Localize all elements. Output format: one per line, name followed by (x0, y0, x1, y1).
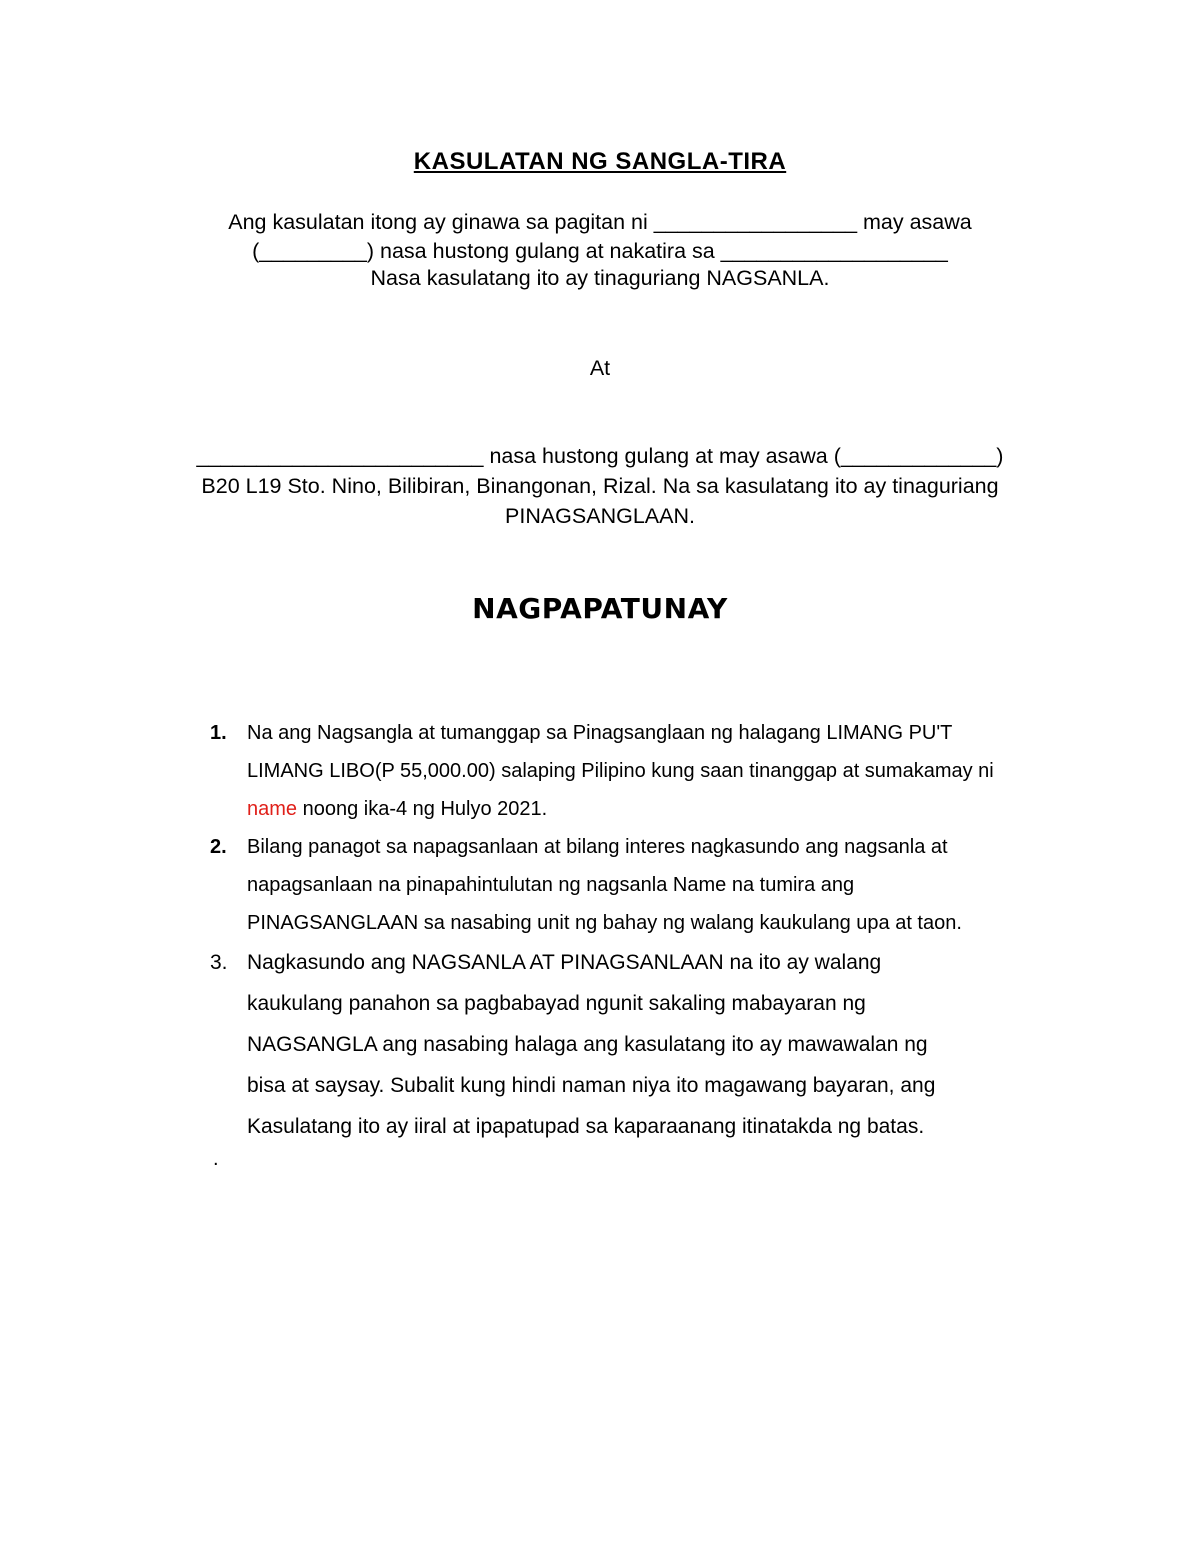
clause-1-line-2: LIMANG LIBO(P 55,000.00) salaping Pilipino kung saan tinanggap at sumakamay ni (247, 760, 994, 782)
clause-3-line-1: Nagkasundo ang NAGSANLA AT PINAGSANLAAN na ito ay walang (247, 951, 882, 974)
clause-list (200, 714, 1080, 1147)
second-party-line-2: B20 L19 Sto. Nino, Bilibiran, Binangonan, Rizal. Na sa kasulatang ito ay tinaguriang (201, 474, 999, 498)
connector-text: At (589, 356, 611, 380)
clause-2-line-1: Bilang panagot sa napagsanlaan at bilang interes nagkasundo ang nagsanla at (247, 836, 948, 858)
second-party-line-1: ________________________ nasa hustong gulang at may asawa (_____________) (196, 444, 1004, 468)
clause-3-line-2: kaukulang panahon sa pagbabayad ngunit sakaling mabayaran ng (247, 992, 866, 1015)
intro-line-1: Ang kasulatan itong ay ginawa sa pagitan ni _________________ may asawa (228, 210, 972, 234)
clause-3-line-4: bisa at saysay. Subalit kung hindi naman niya ito magawang bayaran, ang (247, 1074, 936, 1097)
name-placeholder: name (247, 798, 298, 820)
second-party-line-3: PINAGSANGLAAN. (505, 504, 695, 528)
section-heading: NAGPAPATUNAY (472, 592, 728, 625)
clause-number: 3. (210, 951, 228, 974)
clause-2-line-3: PINAGSANGLAAN sa nasabing unit ng bahay ng walang kaukulang upa at taon. (247, 912, 962, 934)
clause-1-line-1: Na ang Nagsangla at tumanggap sa Pinagsanglaan ng halagang LIMANG PU'T (247, 722, 953, 744)
clause-2-line-2: napagsanlaan na pinapahintulutan ng nagsanla Name na tumira ang (247, 874, 855, 896)
clause-number: 1. (210, 722, 227, 744)
document-title: KASULATAN NG SANGLA-TIRA (413, 148, 787, 175)
intro-line-3: Nasa kasulatang ito ay tinaguriang NAGSANLA. (370, 266, 830, 290)
clause-number: 2. (210, 836, 227, 858)
clause-3-line-5: Kasulatang ito ay iiral at ipapatupad sa kaparaanang itinatakda ng batas. (247, 1115, 925, 1138)
trailing-mark: . (213, 1148, 219, 1170)
intro-line-2: (_________) nasa hustong gulang at nakatira sa ___________________ (252, 239, 948, 263)
clause-3-line-3: NAGSANGLA ang nasabing halaga ang kasulatang ito ay mawawalan ng (247, 1033, 928, 1056)
clause-1 (200, 714, 1080, 828)
clause-3 (200, 942, 1080, 1147)
clause-1-line-3-rest: noong ika-4 ng Hulyo 2021. (297, 798, 548, 820)
clause-2 (200, 828, 1080, 942)
clause-1-line-3 (247, 790, 1080, 828)
